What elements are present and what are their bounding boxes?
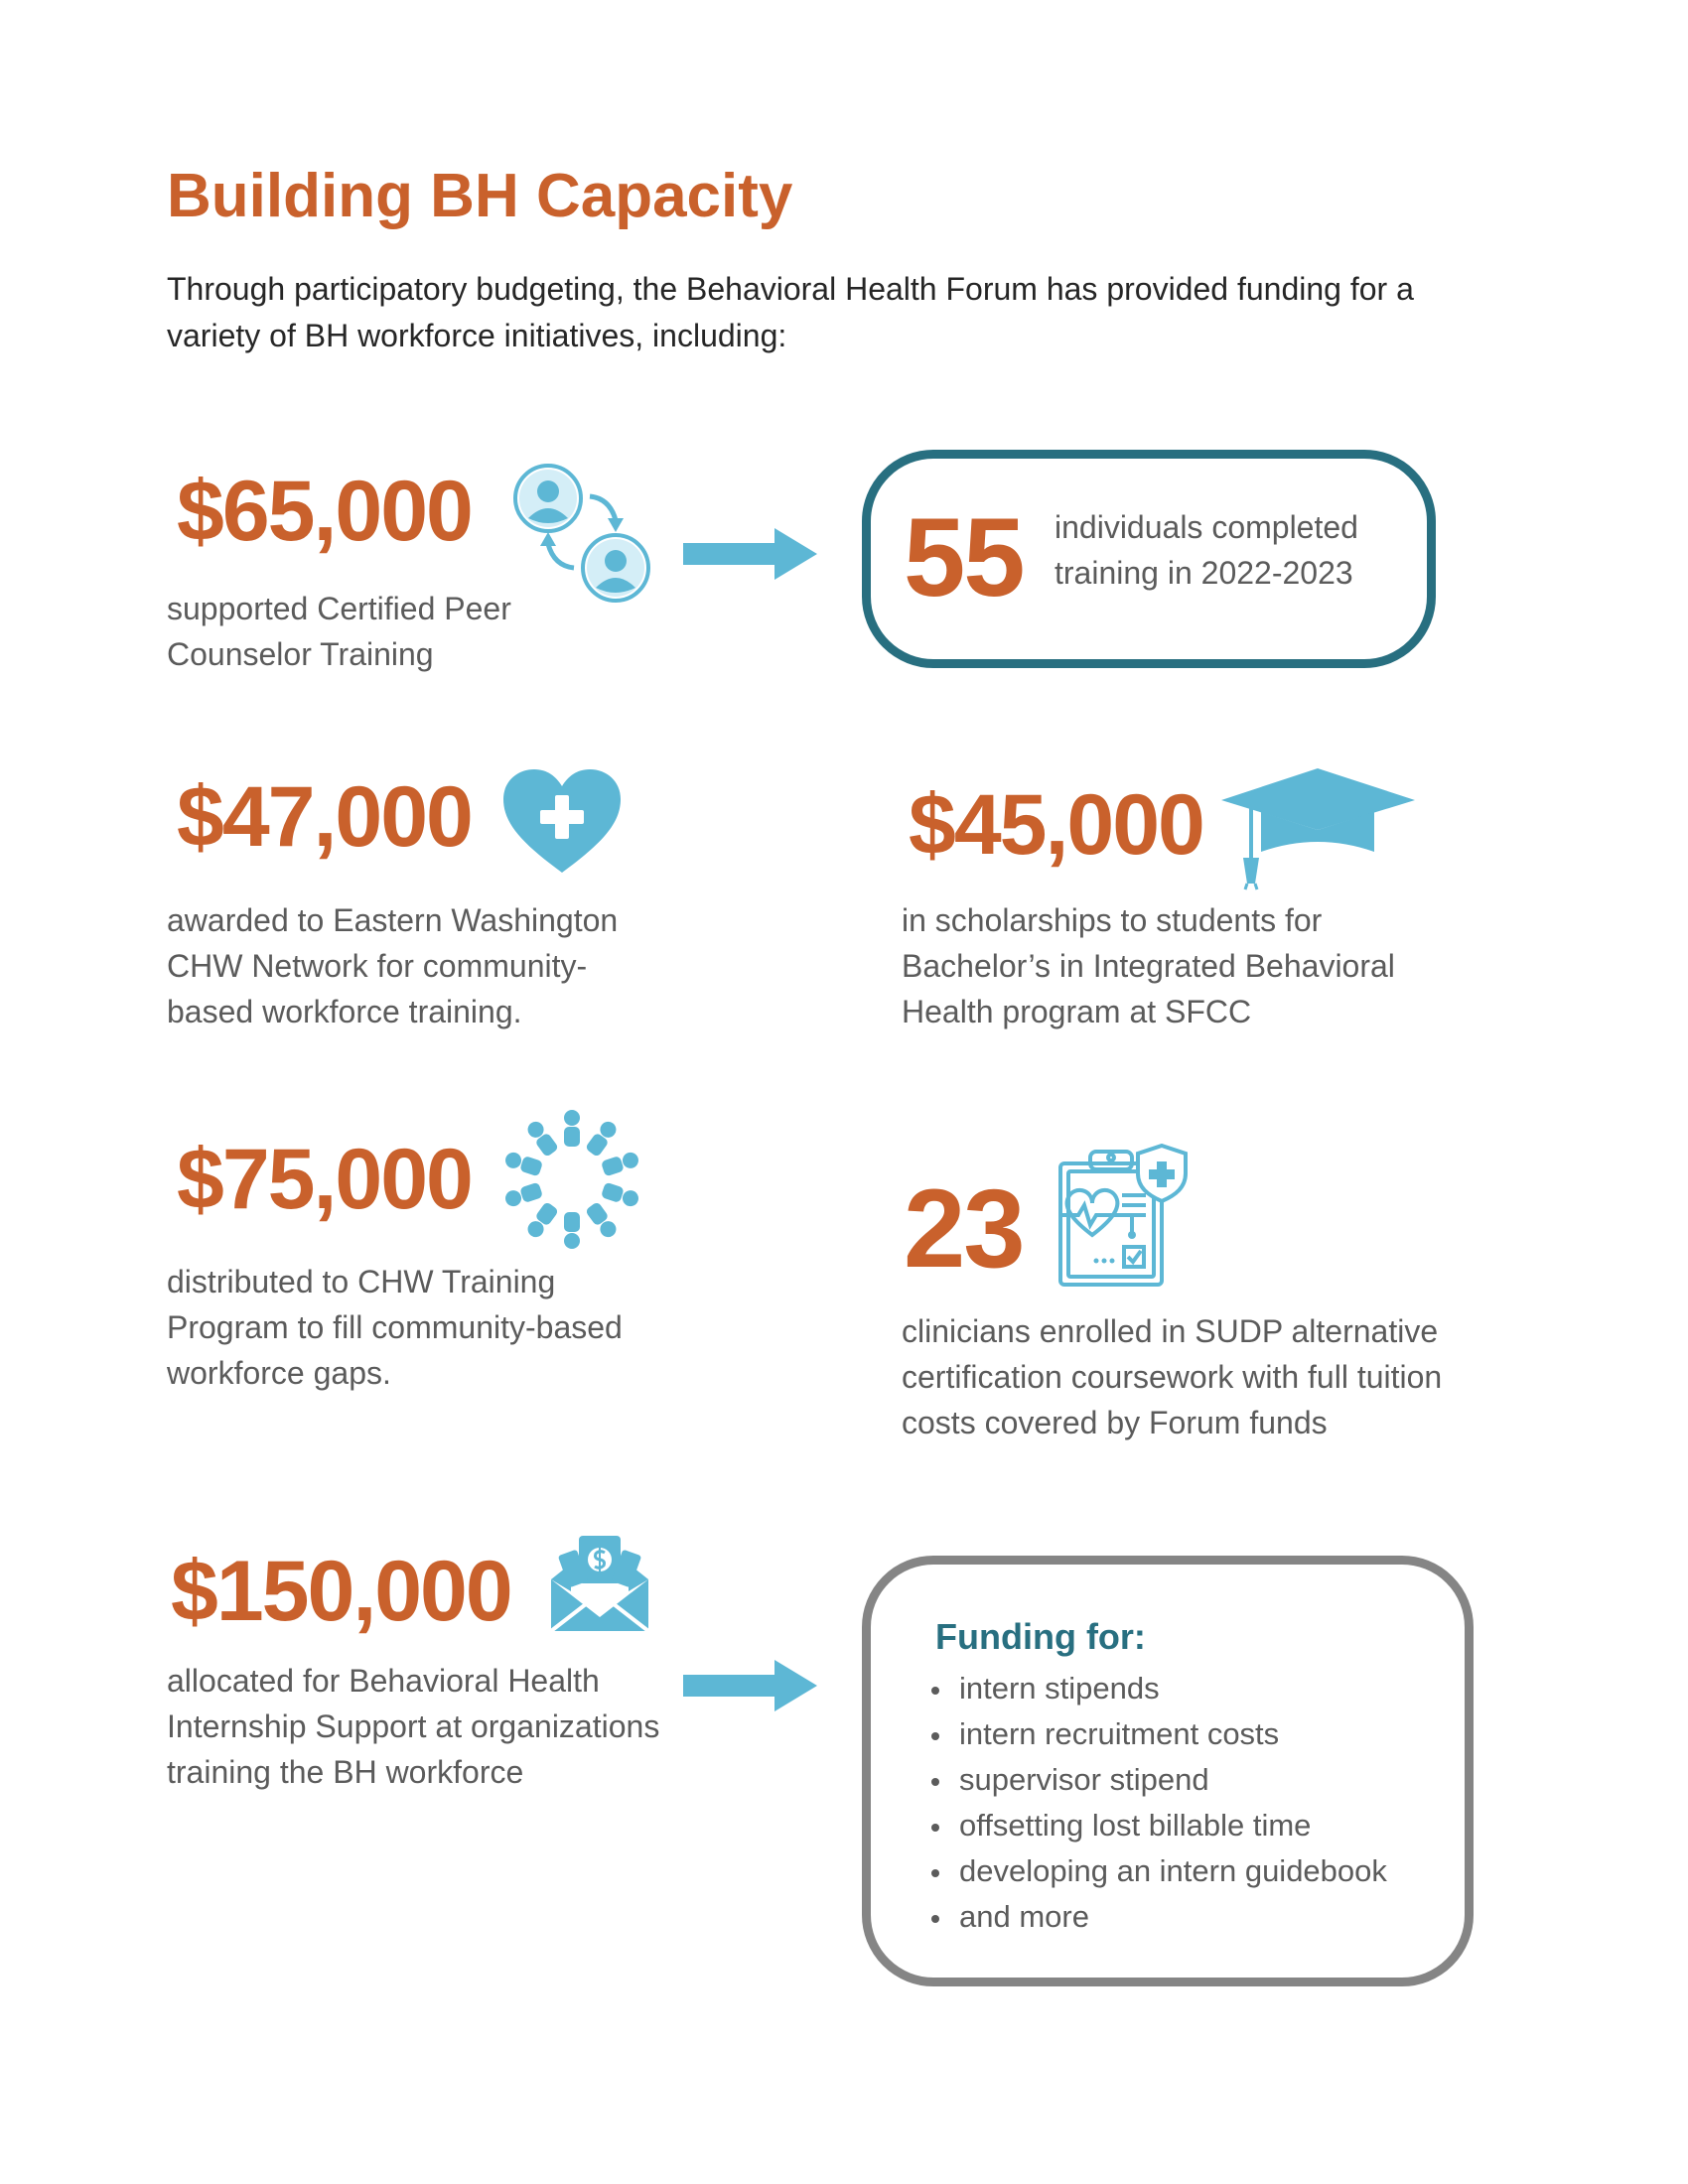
clinical-clipboard-icon — [1053, 1144, 1192, 1288]
money-envelope-icon — [549, 1534, 650, 1635]
funding-item: intern stipends — [925, 1666, 1387, 1711]
funding-item: intern recruitment costs — [925, 1711, 1387, 1757]
scholarships-description: in scholarships to students for Bachelor’s in Integrated Behavioral Health program at SFCC — [902, 902, 1395, 1029]
right-arrow-icon — [683, 528, 817, 580]
page-title: Building BH Capacity — [167, 162, 793, 230]
internship-amount: $150,000 — [171, 1544, 511, 1639]
clinicians-description: clinicians enrolled in SUDP alternative certification coursework with full tuition costs covered by Forum funds — [902, 1313, 1443, 1440]
funding-item: developing an intern guidebook — [925, 1848, 1387, 1894]
intro-paragraph: Through participatory budgeting, the Behavioral Health Forum has provided funding for a variety of BH workforce initiatives, including: — [167, 271, 1414, 353]
scholarships-amount: $45,000 — [909, 777, 1203, 873]
chw-network-description: awarded to Eastern Washington CHW Network for community-based workforce training. — [167, 902, 619, 1029]
funding-item: offsetting lost billable time — [925, 1803, 1387, 1848]
funding-item: and more — [925, 1894, 1387, 1940]
trained-number: 55 — [904, 495, 1024, 619]
funding-heading: Funding for: — [935, 1616, 1146, 1657]
community-circle-icon — [501, 1109, 642, 1250]
clinicians-number: 23 — [904, 1166, 1024, 1291]
right-arrow-icon — [683, 1660, 817, 1711]
funding-list — [925, 1666, 1387, 1940]
graduation-cap-icon — [1221, 766, 1415, 890]
peer-amount: $65,000 — [177, 464, 472, 559]
chw-training-amount: $75,000 — [177, 1132, 472, 1227]
chw-network-amount: $47,000 — [177, 769, 472, 865]
heart-plus-icon — [501, 767, 623, 877]
trained-description: individuals completed training in 2022-2023 — [1055, 509, 1358, 591]
peer-description: supported Certified Peer Counselor Training — [167, 591, 511, 672]
funding-item: supervisor stipend — [925, 1757, 1387, 1803]
internship-description: allocated for Behavioral Health Internship Support at organizations training the BH workforce — [167, 1663, 660, 1790]
chw-training-description: distributed to CHW Training Program to fill community-based workforce gaps. — [167, 1264, 623, 1391]
